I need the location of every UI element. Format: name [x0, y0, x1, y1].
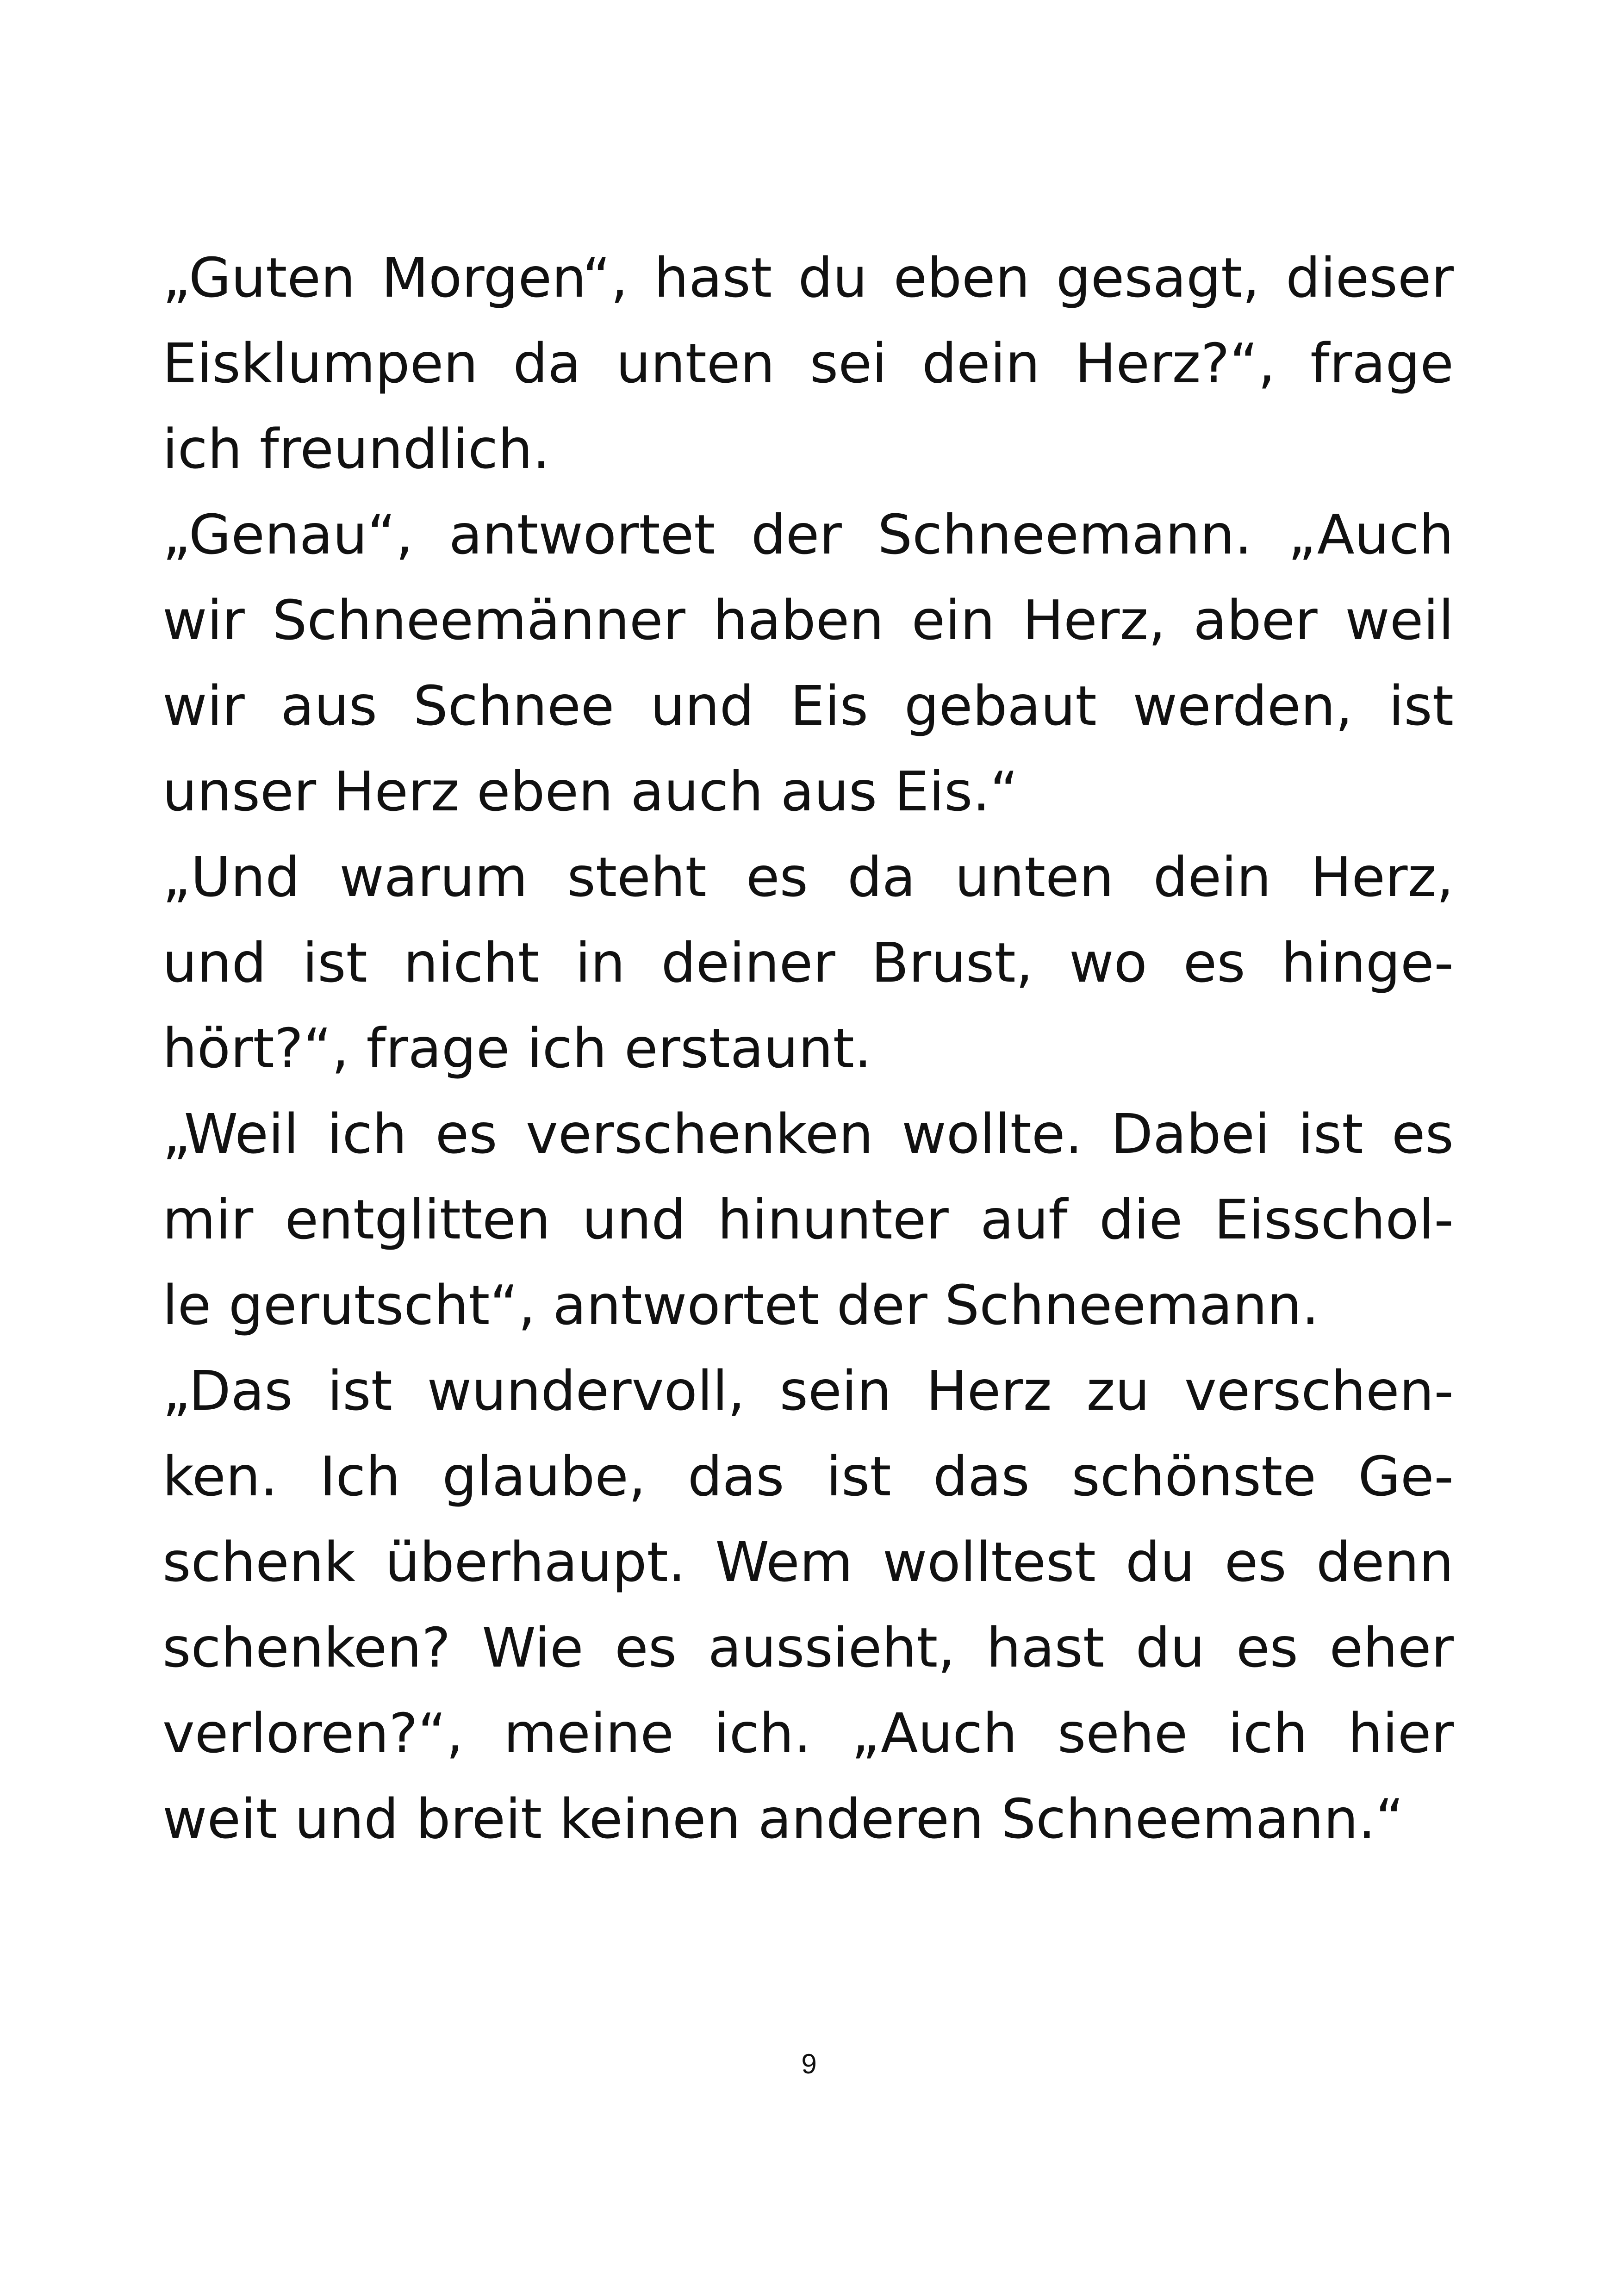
text-line: wir Schneemänner haben ein Herz, aber weil	[162, 588, 1454, 652]
text-line: le gerutscht“, antwortet der Schneemann.	[162, 1273, 1319, 1337]
text-line: verloren?“, meine ich. „Auch sehe ich hier	[162, 1701, 1454, 1765]
text-line: „Das ist wundervoll, sein Herz zu verschen-	[162, 1359, 1454, 1423]
text-line: hört?“, frage ich erstaunt.	[162, 1016, 872, 1080]
text-line: ken. Ich glaube, das ist das schönste Ge-	[162, 1444, 1454, 1508]
text-line: wir aus Schnee und Eis gebaut werden, ist	[162, 674, 1454, 738]
text-line: schenk überhaupt. Wem wolltest du es denn	[162, 1530, 1454, 1594]
text-line: und ist nicht in deiner Brust, wo es hinge-	[162, 931, 1454, 995]
text-line: „Guten Morgen“, hast du eben gesagt, dieser	[162, 246, 1454, 310]
text-line: schenken? Wie es aussieht, hast du es eher	[162, 1616, 1454, 1680]
story-text	[162, 235, 1454, 1862]
text-line: ich freundlich.	[162, 417, 550, 481]
text-line: mir entglitten und hinunter auf die Eisschol-	[162, 1188, 1454, 1251]
text-line: Eisklumpen da unten sei dein Herz?“, frage	[162, 331, 1454, 395]
text-line: „Weil ich es verschenken wollte. Dabei ist es	[162, 1102, 1454, 1166]
text-line: „Genau“, antwortet der Schneemann. „Auch	[162, 503, 1454, 566]
page-number: 9	[801, 2048, 817, 2079]
text-line: unser Herz eben auch aus Eis.“	[162, 759, 1019, 823]
text-line: weit und breit keinen anderen Schneemann.“	[162, 1787, 1404, 1851]
text-line: „Und warum steht es da unten dein Herz,	[162, 845, 1454, 909]
